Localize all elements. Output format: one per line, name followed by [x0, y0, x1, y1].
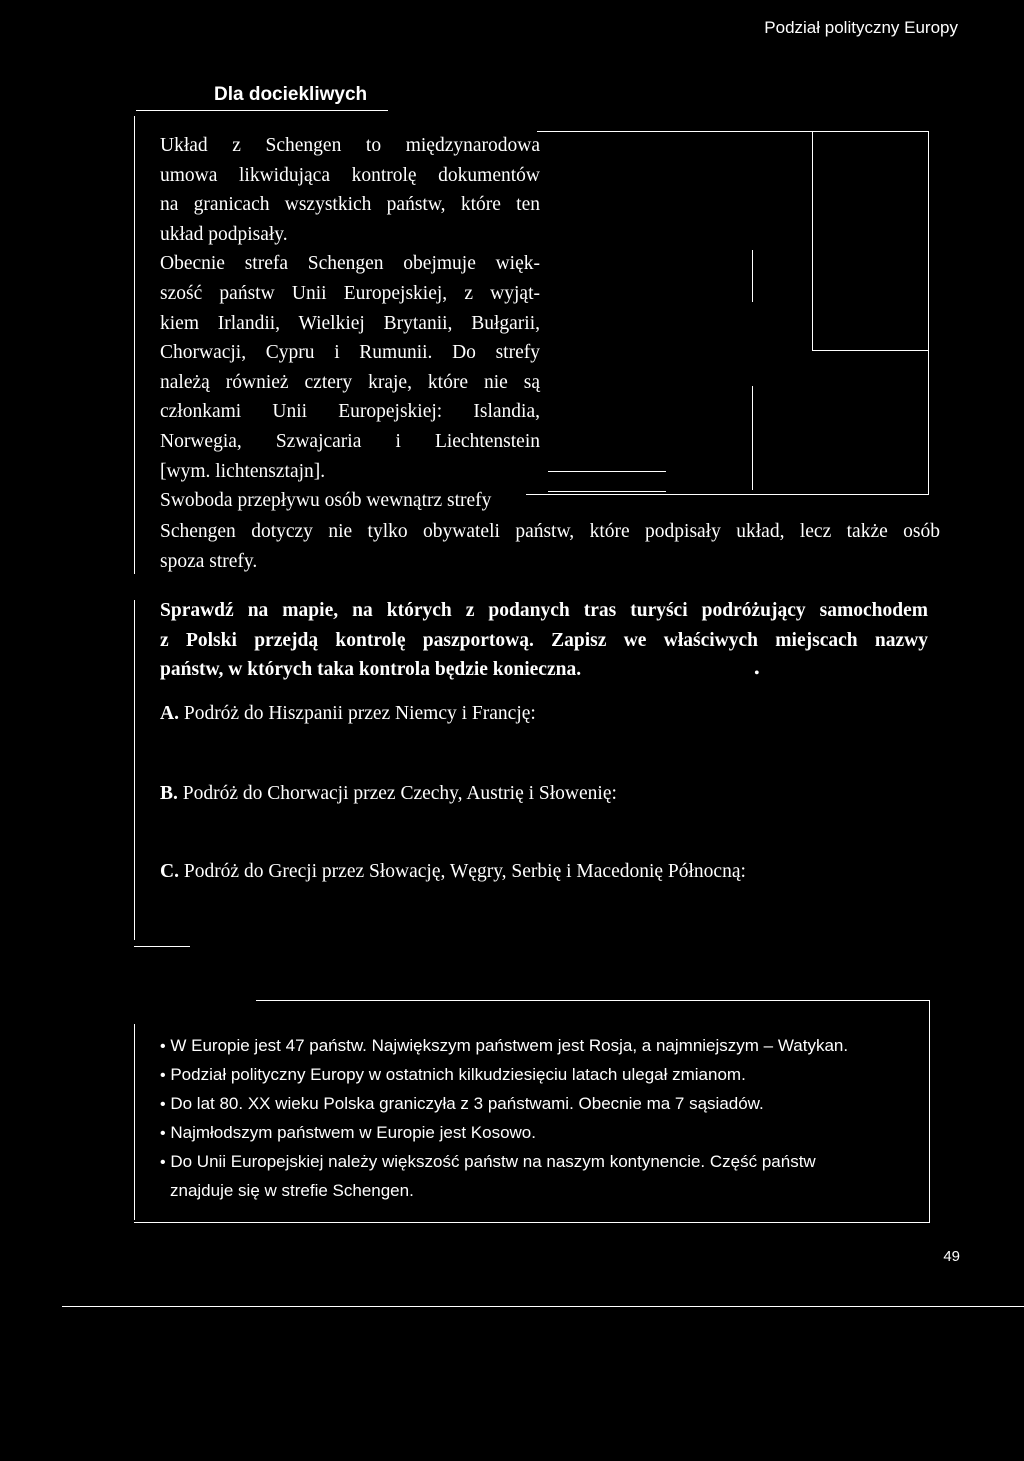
map-inner-divider	[812, 131, 813, 350]
route-text: Podróż do Grecji przez Słowację, Węgry, Serbię i Macedonię Północną:	[183, 861, 746, 882]
paragraph-line: kiem Irlandii, Wielkiej Brytanii, Bułgarii,	[160, 312, 540, 334]
page-bottom-rule	[62, 1306, 1024, 1307]
list-item-text: Podział polityczny Europy w ostatnich kilkudziesięciu latach ulegał zmianom.	[170, 1065, 746, 1084]
map-short-line-2	[548, 491, 666, 492]
box-paragraph-narrow	[160, 131, 540, 516]
summary-list	[160, 1032, 848, 1206]
summary-left-border	[134, 1024, 135, 1220]
bullet-icon: •	[160, 1067, 166, 1084]
task-line: Sprawdź na mapie, na których z podanych tras turyści podróżujący samochodem	[160, 600, 928, 621]
box-title: Dla dociekliwych	[214, 84, 368, 105]
paragraph-line: Swoboda przepływu osób wewnątrz strefy	[160, 490, 492, 512]
paragraph-line: należą również cztery kraje, które nie są	[160, 371, 540, 393]
paragraph-line: Norwegia, Szwajcaria i Liechtenstein	[160, 430, 540, 452]
list-item	[160, 1148, 848, 1177]
route-letter: C.	[160, 861, 179, 882]
list-item	[160, 1061, 848, 1090]
summary-bottom-border	[134, 1222, 930, 1223]
paragraph-line: spoza strefy.	[160, 550, 258, 572]
list-item-text: W Europie jest 47 państw. Największym państwem jest Rosja, a najmniejszym – Watykan.	[170, 1036, 849, 1055]
paragraph-line: układ podpisały.	[160, 223, 288, 245]
box-title-underline	[136, 110, 388, 111]
paragraph-line: Chorwacji, Cypru i Rumunii. Do strefy	[160, 342, 540, 364]
route-letter: A.	[160, 703, 179, 724]
bullet-icon: •	[160, 1096, 166, 1113]
stray-mark: •	[754, 665, 760, 682]
paragraph-line: szość państw Unii Europejskiej, z wyjąt-	[160, 282, 540, 304]
summary-top-border	[256, 1000, 930, 1001]
route-text: Podróż do Chorwacji przez Czechy, Austrię i Słowenię:	[182, 783, 617, 804]
route-a	[160, 703, 536, 725]
list-item-continuation: znajduje się w strefie Schengen.	[170, 1181, 414, 1200]
paragraph-line: umowa likwidująca kontrolę dokumentów	[160, 164, 540, 186]
bullet-icon: •	[160, 1154, 166, 1171]
list-item-text: Najmłodszym państwem w Europie jest Kosowo.	[170, 1123, 536, 1142]
task-line: z Polski przejdą kontrolę paszportową. Zapisz we właściwych miejscach nazwy	[160, 629, 928, 651]
paragraph-line: Obecnie strefa Schengen obejmuje więk-	[160, 253, 540, 275]
list-item	[160, 1032, 848, 1061]
bullet-icon: •	[160, 1038, 166, 1055]
route-text: Podróż do Hiszpanii przez Niemcy i Francję:	[183, 703, 536, 724]
map-short-line	[548, 471, 666, 472]
bullet-icon: •	[160, 1125, 166, 1142]
paragraph-line: członkami Unii Europejskiej: Islandia,	[160, 401, 540, 423]
route-b	[160, 783, 617, 805]
map-frame-bottom	[526, 494, 929, 495]
map-frame-top	[537, 131, 929, 132]
paragraph-line: Schengen dotyczy nie tylko obywateli państw, które podpisały układ, lecz także osób	[160, 521, 940, 542]
box-paragraph-wide	[160, 517, 940, 576]
paragraph-line: Układ z Schengen to międzynarodowa	[160, 135, 540, 156]
list-item	[160, 1119, 848, 1148]
map-tick-upper	[752, 250, 753, 302]
list-item	[160, 1090, 848, 1119]
route-letter: B.	[160, 783, 178, 804]
summary-right-border	[929, 1000, 930, 1222]
box-bottom-corner	[134, 946, 190, 947]
list-item-text: Do lat 80. XX wieku Polska graniczyła z 3 państwami. Obecnie ma 7 sąsiadów.	[170, 1094, 764, 1113]
box-left-border-lower	[134, 600, 135, 940]
route-c	[160, 861, 746, 883]
map-frame-right	[928, 131, 929, 495]
running-header: Podział polityczny Europy	[764, 18, 958, 37]
map-inner-shelf	[812, 350, 928, 351]
paragraph-line: na granicach wszystkich państw, które ten	[160, 194, 540, 216]
page-number: 49	[943, 1248, 960, 1265]
task-instruction	[160, 596, 928, 685]
list-item-text: Do Unii Europejskiej należy większość państw na naszym kontynencie. Część państw	[170, 1152, 816, 1171]
box-left-border-upper	[134, 116, 135, 574]
task-line: państw, w których taka kontrola będzie konieczna.	[160, 659, 582, 681]
paragraph-line: [wym. lichtensztajn].	[160, 460, 326, 482]
map-tick-lower	[752, 386, 753, 490]
